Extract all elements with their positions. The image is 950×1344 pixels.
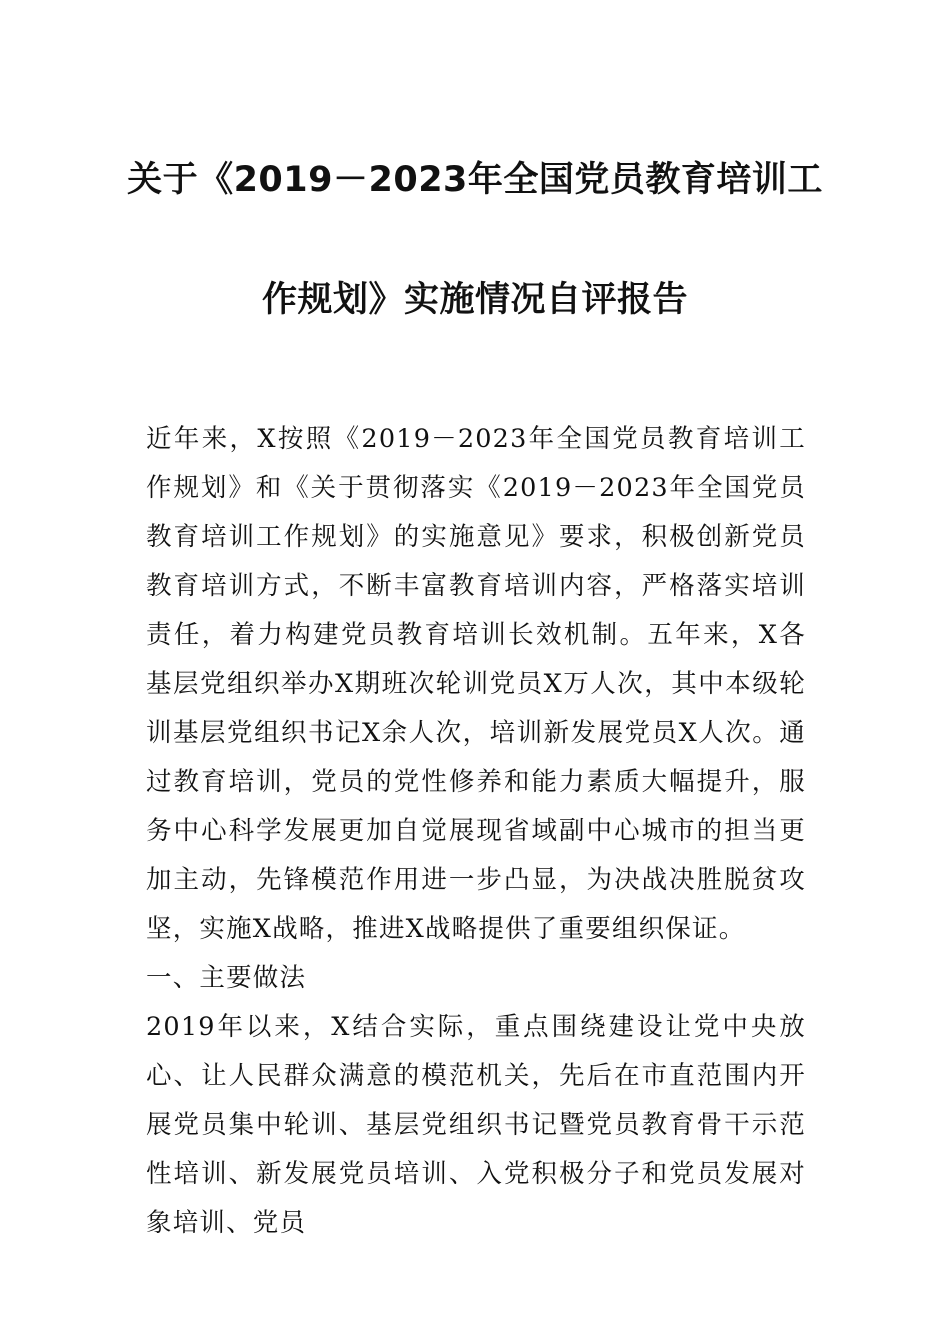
section-heading-main-practices: 一、主要做法 [146,963,307,993]
paragraph-main-practices: 2019年以来，X结合实际，重点围绕建设让党中央放心、让人民群众满意的模范机关，先后在市直范围内开展党员集中轮训、基层党组织书记暨党员教育骨干示范性培训、新发展党员培训、入党积极分子和党员发展对象培训、党员 [146,1012,806,1238]
document-title-line-2: 作规划》实施情况自评报告 [261,280,688,320]
document-body [146,415,806,1248]
paragraph-intro: 近年来，X按照《2019－2023年全国党员教育培训工作规划》和《关于贯彻落实《2019－2023年全国党员教育培训工作规划》的实施意见》要求，积极创新党员教育培训方式，不断丰富教育培训内容，严格落实培训责任，着力构建党员教育培训长效机制。五年来，X各基层党组织举办X期班次轮训党员X万人次，其中本级轮训基层党组织书记X余人次，培训新发展党员X人次。通过教育培训，党员的党性修养和能力素质大幅提升，服务中心科学发展更加自觉展现省域副中心城市的担当更加主动，先锋模范作用进一步凸显，为决战决胜脱贫攻坚，实施X战略，推进X战略提供了重要组织保证。 [146,424,806,944]
document-title-line-1: 关于《2019－2023年全国党员教育培训工 [127,160,823,200]
